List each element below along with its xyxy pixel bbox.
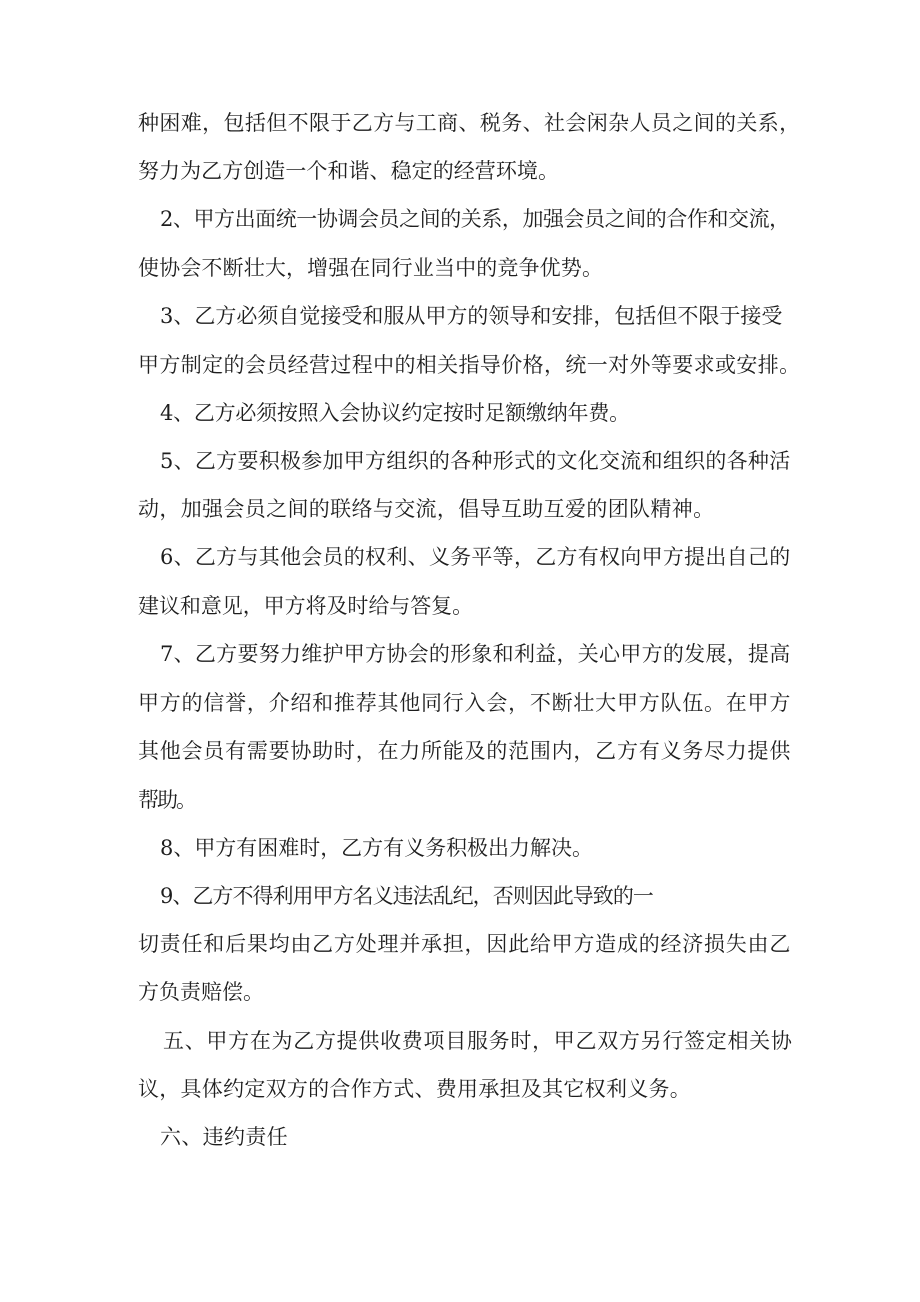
text-line-2: 努力为乙方创造一个和谐、稳定的经营环境。 <box>138 159 559 183</box>
text-line-6: 甲方制定的会员经营过程中的相关指导价格，统一对外等要求或安排。 <box>138 353 801 377</box>
text-line-10: 6、乙方与其他会员的权利、义务平等，乙方有权向甲方提出自己的 <box>160 545 791 569</box>
text-line-21: 议，具体约定双方的合作方式、费用承担及其它权利义务。 <box>138 1077 692 1101</box>
text-line-7: 4、乙方必须按照入会协议约定按时足额缴纳年费。 <box>160 401 630 425</box>
text-line-5: 3、乙方必须自觉接受和服从甲方的领导和安排，包括但不限于接受 <box>160 304 783 328</box>
text-line-11: 建议和意见，甲方将及时给与答复。 <box>138 594 474 618</box>
text-line-22: 六、违约责任 <box>160 1125 288 1149</box>
text-line-14: 其他会员有需要协助时，在力所能及的范围内，乙方有义务尽力提供 <box>138 739 792 763</box>
text-line-19: 方负责赔偿。 <box>138 980 264 1004</box>
text-line-9: 动，加强会员之间的联络与交流，倡导互助互爱的团队精神。 <box>138 497 715 521</box>
text-line-13: 甲方的信誉，介绍和推荐其他同行入会，不断壮大甲方队伍。在甲方 <box>138 691 792 715</box>
text-line-1: 种困难，包括但不限于乙方与工商、税务、社会闲杂人员之间的关系， <box>138 111 801 135</box>
text-line-3: 2、甲方出面统一协调会员之间的关系，加强会员之间的合作和交流， <box>160 207 790 231</box>
text-line-20: 五、甲方在为乙方提供收费项目服务时，甲乙双方另行签定相关协 <box>163 1029 793 1053</box>
text-line-8: 5、乙方要积极参加甲方组织的各种形式的文化交流和组织的各种活 <box>160 449 791 473</box>
text-line-18: 切责任和后果均由乙方处理并承担，因此给甲方造成的经济损失由乙 <box>138 932 792 956</box>
text-line-17: 9、乙方不得利用甲方名义违法乱纪，否则因此导致的一 <box>160 884 653 908</box>
text-line-12: 7、乙方要努力维护甲方协会的形象和利益，关心甲方的发展，提高 <box>160 642 791 666</box>
text-line-4: 使协会不断壮大，增强在同行业当中的竞争优势。 <box>138 256 604 280</box>
text-line-15: 帮助。 <box>138 788 195 812</box>
text-line-16: 8、甲方有困难时，乙方有义务积极出力解决。 <box>160 836 593 860</box>
